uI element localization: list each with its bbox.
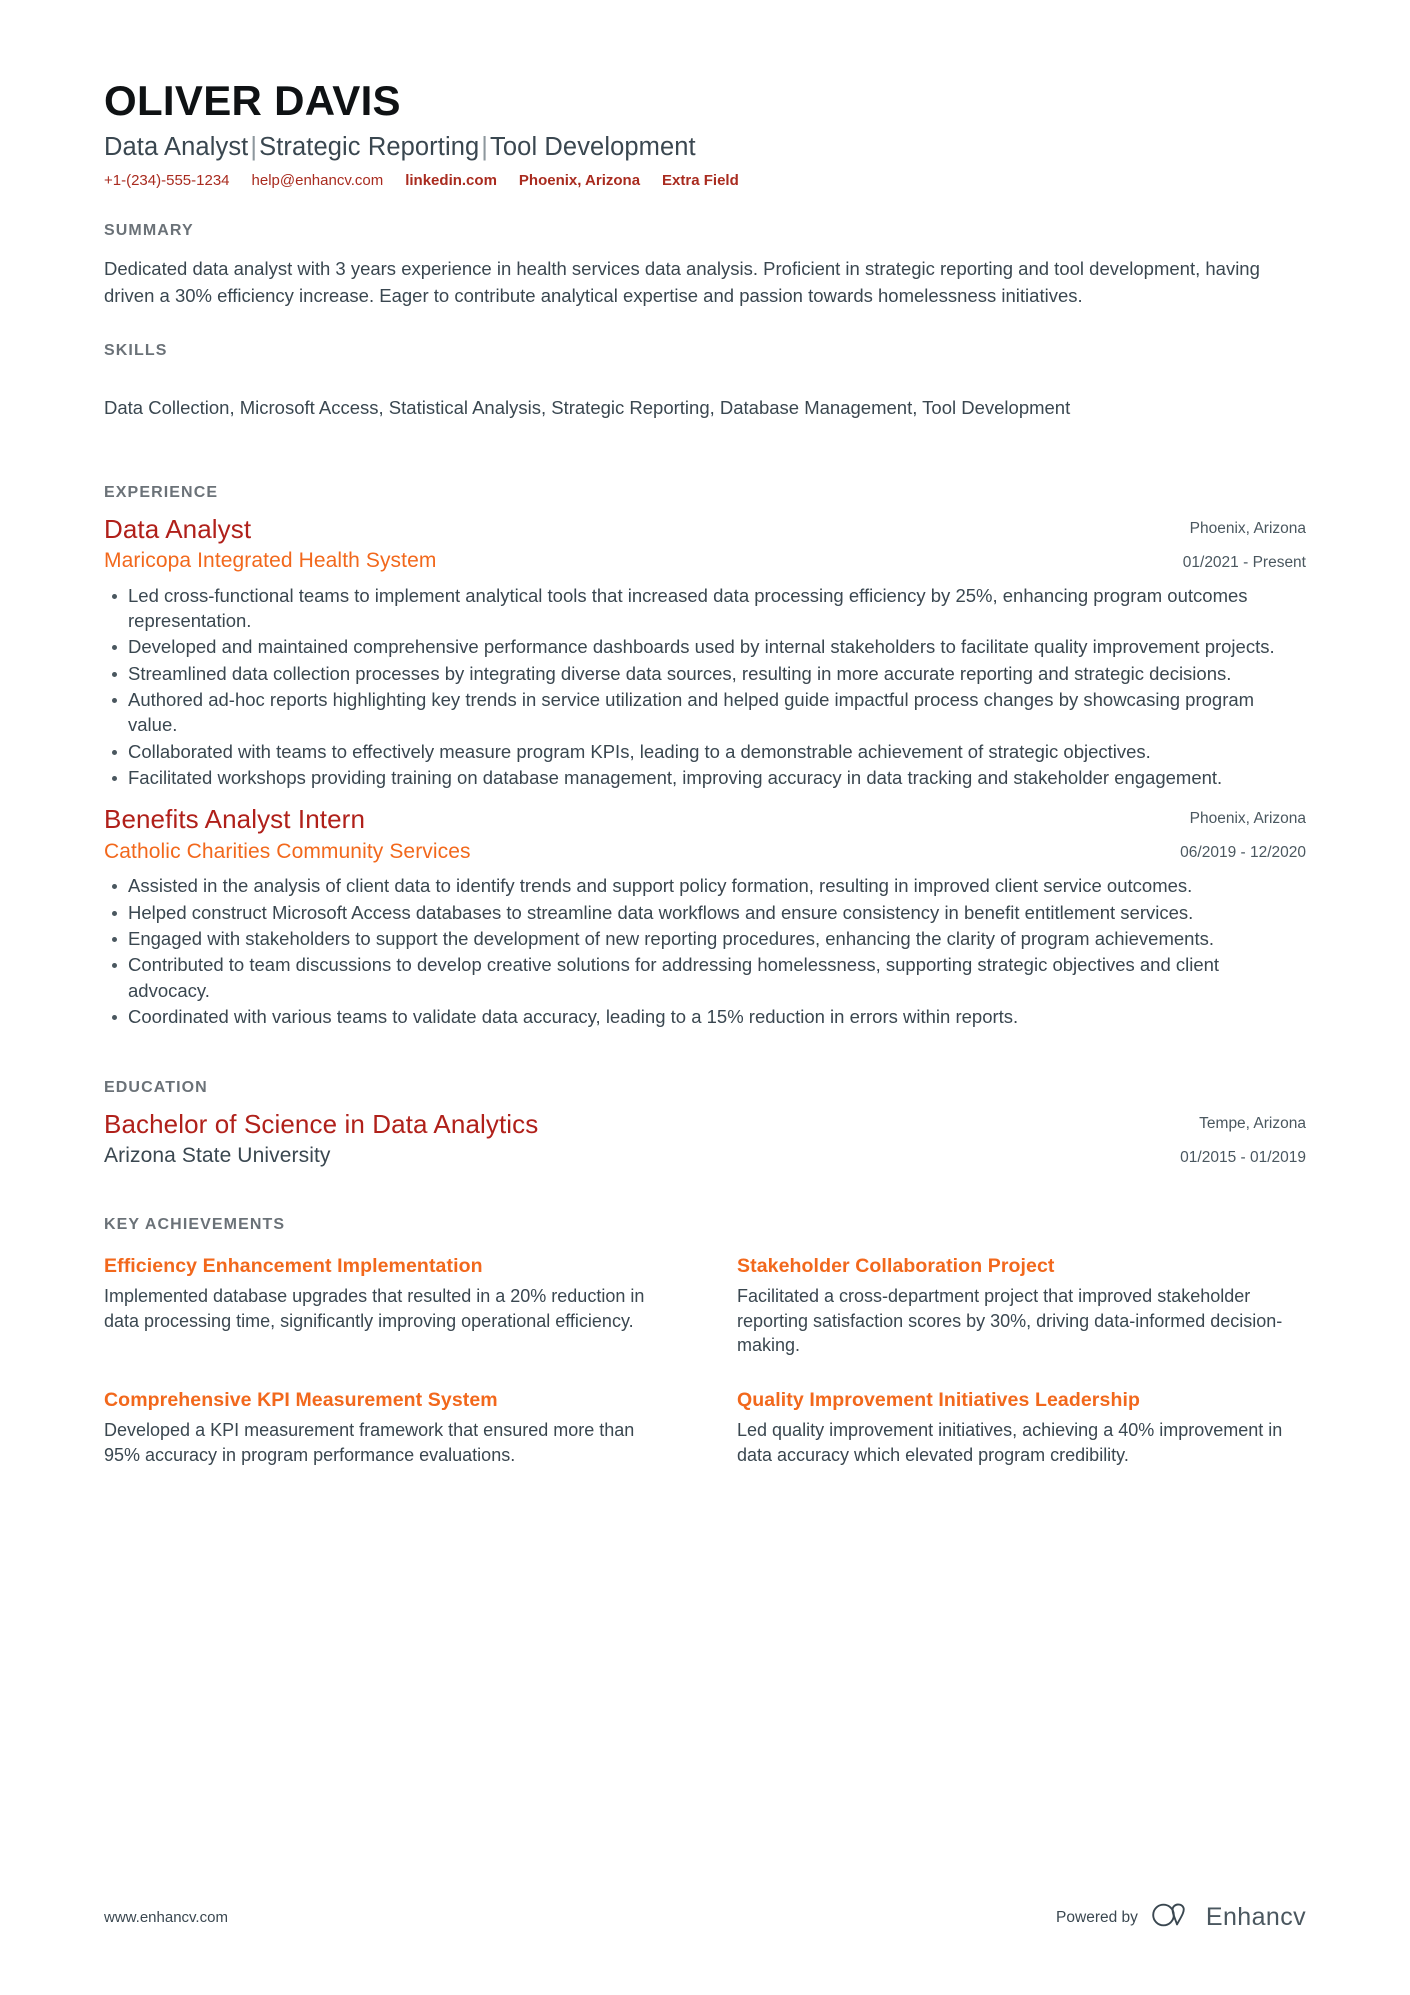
job-bullet: Collaborated with teams to effectively measure program KPIs, leading to a demonstrable achievement of strategic objectives. (104, 739, 1306, 764)
contact-location: Phoenix, Arizona (518, 171, 641, 189)
key-achievements-section (104, 1216, 1306, 1467)
enhancv-brand-lockup (1151, 1902, 1306, 1933)
experience-entry (104, 514, 1306, 791)
headline-separator: | (481, 133, 489, 162)
section-heading-key-achievements: KEY ACHIEVEMENTS (104, 1216, 286, 1234)
summary-text: Dedicated data analyst with 3 years experience in health services data analysis. Proficient in strategic reporting and tool development, having driven a 30% efficiency increase. Eager to contribute analytical expertise and passion towards homelessness initiatives. (104, 257, 1260, 306)
achievement-description: Implemented database upgrades that resulted in a 20% reduction in data processing time, significantly improving operational efficiency. (104, 1286, 645, 1331)
education-entry-meta (1096, 1109, 1306, 1166)
job-bullet: Engaged with stakeholders to support the development of new reporting procedures, enhancing the clarity of program achievements. (104, 926, 1306, 951)
education-entry (104, 1109, 1306, 1169)
job-bullet: Authored ad-hoc reports highlighting key trends in service utilization and helped guide impactful process changes by showcasing program value. (104, 687, 1306, 738)
resume-header (104, 0, 1306, 189)
resume-footer (104, 1902, 1306, 1933)
skills-list: Data Collection, Microsoft Access, Statistical Analysis, Strategic Reporting, Database Management, Tool Development (104, 397, 1071, 419)
experience-entry-meta (1096, 514, 1306, 571)
job-dates: 06/2019 - 12/2020 (1180, 844, 1306, 862)
achievement-description: Developed a KPI measurement framework that ensured more than 95% accuracy in program performance evaluations. (104, 1420, 635, 1465)
company-name: Maricopa Integrated Health System (104, 549, 437, 573)
experience-entry (104, 804, 1306, 1029)
job-bullet: Assisted in the analysis of client data to identify trends and support policy formation, resulting in improved client service outcomes. (104, 873, 1306, 898)
headline-part-2: Tool Development (490, 133, 696, 162)
experience-entry-meta (1096, 804, 1306, 861)
job-bullet: Coordinated with various teams to validate data accuracy, leading to a 15% reduction in errors within reports. (104, 1004, 1306, 1029)
job-title: Data Analyst (104, 513, 252, 544)
achievement-title: Stakeholder Collaboration Project (737, 1255, 1055, 1278)
job-bullet: Developed and maintained comprehensive performance dashboards used by internal stakeholders to facilitate quality improvement projects. (104, 634, 1306, 659)
experience-entry-header (104, 514, 1306, 574)
achievement-title: Efficiency Enhancement Implementation (104, 1255, 483, 1278)
section-heading-skills: SKILLS (104, 342, 168, 360)
achievement-item (737, 1388, 1297, 1467)
summary-section (104, 222, 1306, 309)
achievement-description: Led quality improvement initiatives, achieving a 40% improvement in data accuracy which elevated program credibility. (737, 1420, 1283, 1465)
job-bullet-list (104, 583, 1306, 791)
education-section (104, 1079, 1306, 1169)
section-heading-summary: SUMMARY (104, 221, 194, 239)
job-title: Benefits Analyst Intern (104, 804, 366, 835)
section-heading-experience: EXPERIENCE (104, 483, 219, 501)
school-name: Arizona State University (104, 1144, 331, 1168)
job-bullet: Facilitated workshops providing training on database management, improving accuracy in data tracking and stakeholder engagement. (104, 765, 1306, 790)
footer-website-url[interactable]: www.enhancv.com (104, 1909, 228, 1926)
job-dates: 01/2021 - Present (1182, 553, 1306, 571)
degree-title: Bachelor of Science in Data Analytics (104, 1109, 539, 1140)
achievement-item (737, 1254, 1297, 1358)
achievement-item (104, 1254, 664, 1358)
job-location: Phoenix, Arizona (1189, 519, 1306, 537)
powered-by-label: Powered by (1056, 1908, 1138, 1926)
school-location: Tempe, Arizona (1199, 1115, 1306, 1133)
job-bullet: Helped construct Microsoft Access databases to streamline data workflows and ensure consistency in benefit entitlement services. (104, 900, 1306, 925)
contact-extra-field: Extra Field (662, 171, 739, 189)
achievement-title: Comprehensive KPI Measurement System (104, 1388, 498, 1411)
experience-entry-header (104, 804, 1306, 864)
section-heading-education: EDUCATION (104, 1079, 208, 1097)
headline-separator: | (250, 133, 258, 162)
contact-email[interactable]: help@enhancv.com (251, 171, 384, 189)
job-bullet-list (104, 873, 1306, 1029)
enhancv-brand-name: Enhancv (1205, 1903, 1306, 1931)
school-dates: 01/2015 - 01/2019 (1180, 1149, 1306, 1167)
experience-section (104, 484, 1306, 1029)
experience-entry-identity (104, 514, 1096, 574)
achievement-item (104, 1388, 664, 1467)
achievement-description: Facilitated a cross-department project that improved stakeholder reporting satisfaction scores by 30%, driving data-informed decision-making. (737, 1286, 1283, 1356)
footer-branding (1056, 1902, 1306, 1933)
achievement-title: Quality Improvement Initiatives Leadership (737, 1388, 1140, 1411)
education-entry-header (104, 1109, 1306, 1169)
professional-headline (104, 132, 1306, 163)
experience-entry-identity (104, 804, 1096, 864)
job-location: Phoenix, Arizona (1189, 810, 1306, 828)
contact-row (104, 172, 1306, 189)
page-title: OLIVER DAVIS (104, 77, 401, 124)
contact-phone[interactable]: +1-(234)-555-1234 (104, 171, 230, 189)
job-bullet: Streamlined data collection processes by integrating diverse data sources, resulting in more accurate reporting and strategic decisions. (104, 661, 1306, 686)
contact-linkedin[interactable]: linkedin.com (405, 171, 497, 189)
achievements-grid (104, 1254, 1306, 1467)
company-name: Catholic Charities Community Services (104, 839, 471, 863)
skills-section (104, 342, 1306, 422)
education-entry-identity (104, 1109, 1096, 1169)
job-bullet: Contributed to team discussions to develop creative solutions for addressing homelessness, supporting strategic objectives and client advocacy. (104, 952, 1306, 1003)
headline-part-0: Data Analyst (104, 133, 249, 162)
headline-part-1: Strategic Reporting (259, 133, 480, 162)
job-bullet: Led cross-functional teams to implement analytical tools that increased data processing efficiency by 25%, enhancing program outcomes representation. (104, 583, 1306, 634)
enhancv-infinity-logo-icon (1151, 1902, 1195, 1933)
